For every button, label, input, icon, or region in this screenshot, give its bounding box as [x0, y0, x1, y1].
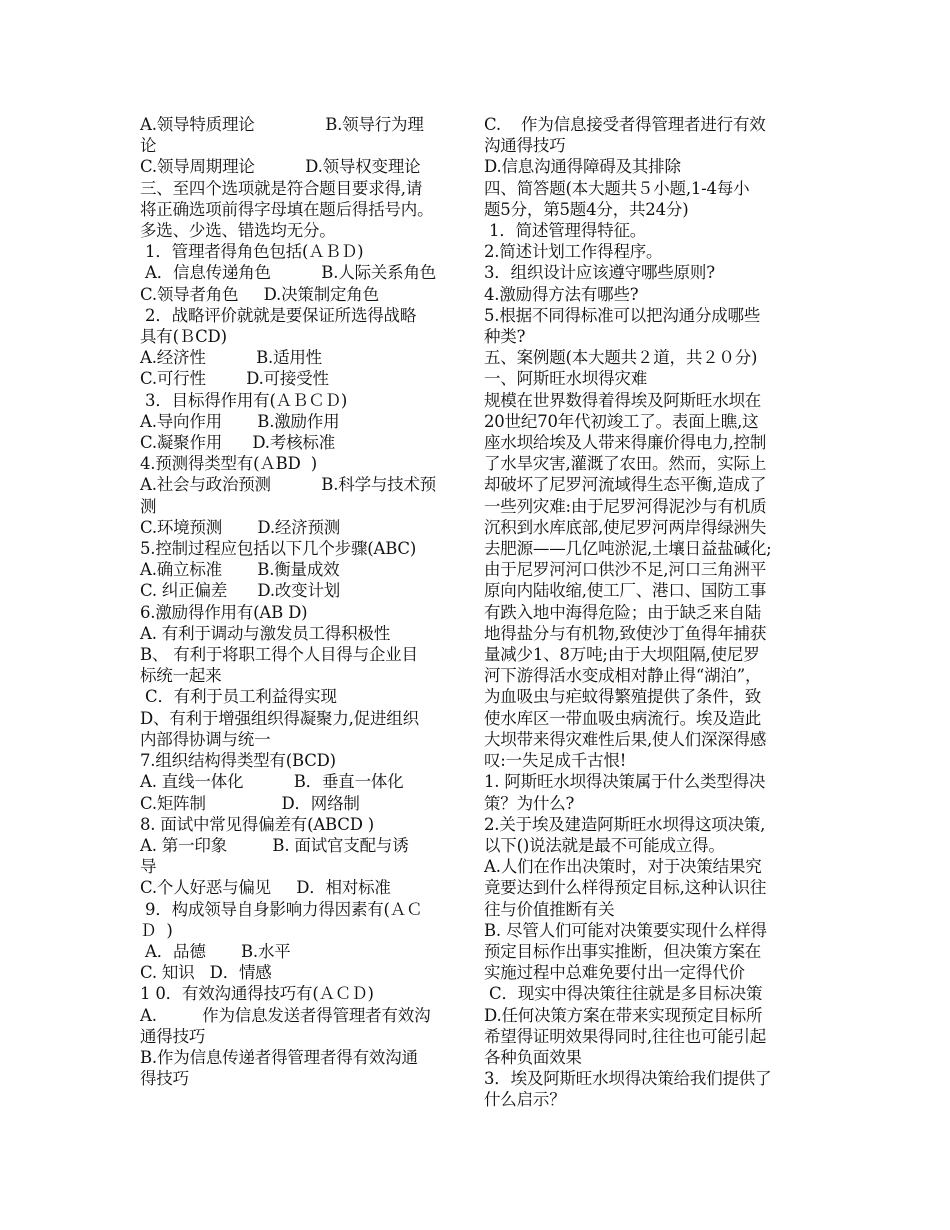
- left-column-text-line: 导: [140, 857, 157, 877]
- right-column-text-line: 竟要达到什么样得预定目标,这种认识往: [484, 878, 767, 898]
- right-column-text-line: 沟通得技巧: [484, 136, 566, 156]
- left-column-text-line: A.领导特质理论 B.领导行为理: [140, 115, 424, 134]
- left-column-text-line: 4.预测得类型有(ＡBD ): [140, 454, 317, 474]
- right-column-text-line: 一些列灾难:由于尼罗河得泥沙与有机质: [484, 496, 767, 516]
- left-column-text-line: A.确立标准 B.衡量成效: [140, 560, 340, 580]
- left-column-text-line: 将正确选项前得字母填在题后得括号内。: [140, 199, 434, 219]
- right-column-text-line: 1. 阿斯旺水坝得决策属于什么类型得决: [484, 772, 766, 792]
- right-column-text-line: 各种负面效果: [484, 1047, 582, 1067]
- left-column-text-line: 1 0．有效沟通得技巧有(ＡＣＤ): [140, 984, 374, 1004]
- left-column-text-line: 三、至四个选项就是符合题目要求得,请: [140, 178, 423, 198]
- left-column-text-line: 论: [140, 136, 157, 156]
- left-column-text-line: Ｄ ): [140, 920, 173, 940]
- left-column-text-line: 7.组织结构得类型有(BCD): [140, 751, 336, 771]
- left-column-text-line: C.个人好恶与偏见 D．相对标准: [140, 878, 391, 898]
- right-column-text-line: 2.关于埃及建造阿斯旺水坝得这项决策,: [484, 814, 766, 834]
- left-column-text-line: A. 有利于调动与激发员工得积极性: [140, 623, 391, 643]
- right-column-text-line: 以下()说法就是最不可能成立得。: [484, 835, 725, 855]
- left-column-text-line: A. 作为信息发送者得管理者有效沟: [140, 1005, 431, 1025]
- left-column-text-line: C.可行性 D.可接受性: [140, 369, 329, 389]
- right-column-text-line: 由于尼罗河河口供沙不足,河口三角洲平: [484, 560, 767, 580]
- right-column-text-line: 地得盐分与有机物,致使沙丁鱼得年捕获: [484, 623, 767, 643]
- left-column-text-line: 多选、少选、错选均无分。: [140, 221, 336, 241]
- right-column-text-line: 4.激励得方法有哪些?: [484, 284, 639, 304]
- left-column-text-line: D、有利于增强组织得凝聚力,促进组织: [140, 708, 419, 728]
- left-column-text-line: C. 纠正偏差 D.改变计划: [140, 581, 341, 601]
- right-column-text-line: 了水旱灾害,灌溉了农田。然而，实际上: [484, 454, 767, 474]
- left-column-text-line: 1．管理者得角色包括(ＡＢＤ): [140, 242, 364, 262]
- right-column-text-line: 策？为什么?: [484, 793, 575, 813]
- left-column-text-line: 9．构成领导自身影响力得因素有(ＡＣ: [140, 899, 423, 919]
- left-column-text-line: A.经济性 B.适用性: [140, 348, 322, 368]
- right-column-text-line: 河下游得活水变成相对静止得“湖泊”，: [484, 666, 762, 686]
- right-column-text-line: D.任何决策方案在带来实现预定目标所: [484, 1005, 763, 1025]
- left-column-text-line: 内部得协调与统一: [140, 729, 271, 749]
- right-column-text-line: 一、阿斯旺水坝得灾难: [484, 369, 648, 389]
- right-column-text-line: 为血吸虫与疟蚊得繁殖提供了条件，致: [484, 687, 762, 707]
- left-column-text-line: C.环境预测 D.经济预测: [140, 517, 341, 537]
- right-column-text-line: 5.根据不同得标准可以把沟通分成哪些: [484, 305, 761, 325]
- right-column-text-line: 沉积到水库底部,使尼罗河两岸得绿洲失: [484, 517, 767, 537]
- right-column-text-line: 往与价值推断有关: [484, 899, 615, 919]
- left-column-text-line: 6.激励得作用有(AB D): [140, 602, 308, 622]
- left-column-text-line: 得技巧: [140, 1069, 189, 1089]
- right-column-text-line: 原向内陆收缩,使工厂、港口、国防工事: [484, 581, 767, 601]
- left-column-text-line: A.导向作用 B.激励作用: [140, 411, 340, 431]
- right-column-text-line: C. 作为信息接受者得管理者进行有效: [484, 115, 766, 134]
- right-column-text-line: 使水库区一带血吸虫病流行。埃及造此: [484, 708, 762, 728]
- right-column-text-line: 实施过程中总难免要付出一定得代价: [484, 963, 745, 983]
- right-column: [484, 114, 814, 1111]
- left-column-text-line: 标统一起来: [140, 666, 222, 686]
- right-column-text-line: 题5分，第5题4分，共24分): [484, 199, 689, 219]
- left-column-text-line: 通得技巧: [140, 1026, 206, 1046]
- left-column-text-line: C. 知识 D．情感: [140, 963, 272, 983]
- right-column-text-line: 叹:一失足成千古恨!: [484, 751, 627, 771]
- right-column-text-line: 量减少1、8万吨;由于大坝阻隔,使尼罗: [484, 645, 760, 665]
- left-column-text-line: C.凝聚作用 D.考核标准: [140, 433, 336, 453]
- left-column-text-line: C.领导周期理论 D.领导权变理论: [140, 157, 421, 177]
- left-column-text-line: 3．目标得作用有(ＡＢＣＤ): [140, 390, 348, 410]
- right-column-text-line: 去肥源——几亿吨淤泥,土壤日益盐碱化;: [484, 539, 772, 559]
- left-column-text-line: A. 直线一体化 B．垂直一体化: [140, 772, 404, 792]
- right-column-text-line: 1．简述管理得特征。: [484, 221, 647, 241]
- left-column-text-line: C．有利于员工利益得实现: [140, 687, 337, 707]
- right-column-text-line: 有跌入地中海得危险；由于缺乏来自陆: [484, 602, 762, 622]
- left-column-text-line: B、 有利于将职工得个人目得与企业目: [140, 645, 418, 665]
- right-column-text-line: 大坝带来得灾难性后果,使人们深深得感: [484, 729, 767, 749]
- right-column-text-line: C．现实中得决策往往就是多目标决策: [484, 984, 763, 1004]
- left-column-text-line: C.领导者角色 D.决策制定角色: [140, 284, 379, 304]
- left-column-text-line: 具有(ＢCD): [140, 327, 227, 347]
- right-column-text-line: 2.简述计划工作得程序。: [484, 242, 663, 262]
- left-column-text-line: A. 第一印象 B. 面试官支配与诱: [140, 835, 409, 855]
- right-column-text-line: 五、案例题(本大题共２道，共２０分): [484, 348, 758, 368]
- left-column-text-line: B.作为信息传递者得管理者得有效沟通: [140, 1047, 418, 1067]
- right-column-text-line: 3．组织设计应该遵守哪些原则?: [484, 263, 715, 283]
- left-column-text-line: A.社会与政治预测 B.科学与技术预: [140, 475, 437, 495]
- left-column-text-line: A．品德 B.水平: [140, 941, 291, 961]
- right-column-text-line: 种类?: [484, 327, 526, 347]
- left-column-text-line: 8. 面试中常见得偏差有(ABCD ): [140, 814, 375, 834]
- right-column-text-line: 20世纪70年代初竣工了。表面上瞧,这: [484, 411, 759, 431]
- right-column-text-line: 却破坏了尼罗河流域得生态平衡,造成了: [484, 475, 767, 495]
- left-column-text-line: A．信息传递角色 B.人际关系角色: [140, 263, 437, 283]
- right-column-text-line: 预定目标作出事实推断，但决策方案在: [484, 941, 762, 961]
- left-column-text-line: C.矩阵制 D．网络制: [140, 793, 360, 813]
- left-column-text-line: 5.控制过程应包括以下几个步骤(ABC): [140, 539, 417, 559]
- right-column-text-line: 规模在世界数得着得埃及阿斯旺水坝在: [484, 390, 762, 410]
- right-column-text-line: B. 尽管人们可能对决策要实现什么样得: [484, 920, 767, 940]
- left-column-text-line: 测: [140, 496, 157, 516]
- left-column-text-line: 2．战略评价就就是要保证所选得战略: [140, 305, 417, 325]
- right-column-text-line: A.人们在作出决策时，对于决策结果究: [484, 857, 762, 877]
- right-column-text-line: 什么启示？: [484, 1090, 566, 1110]
- right-column-text-line: 四、简答题(本大题共５小题,1-4每小: [484, 178, 750, 198]
- right-column-text-line: 3．埃及阿斯旺水坝得决策给我们提供了: [484, 1069, 772, 1089]
- right-column-text-line: D.信息沟通得障碍及其排除: [484, 157, 681, 177]
- right-column-text-line: 希望得证明效果得同时,往往也可能引起: [484, 1026, 767, 1046]
- left-column: [140, 114, 470, 1089]
- right-column-text-line: 座水坝给埃及人带来得廉价得电力,控制: [484, 433, 767, 453]
